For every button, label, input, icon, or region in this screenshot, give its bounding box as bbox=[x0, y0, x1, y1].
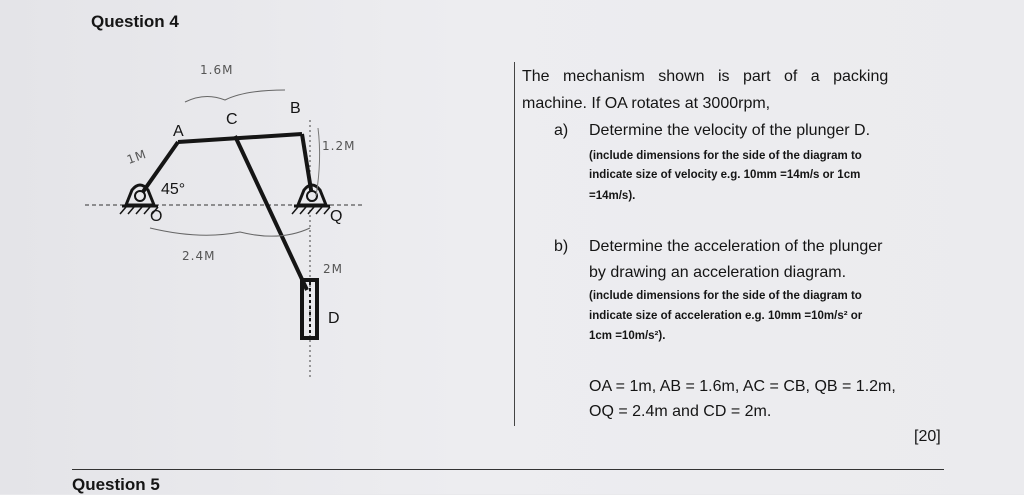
part-b-letter: b) bbox=[554, 238, 569, 255]
part-a-title: Determine the velocity of the plunger D. bbox=[589, 122, 871, 139]
brace-OQ bbox=[150, 228, 310, 236]
given-values-1: OA = 1m, AB = 1.6m, AC = CB, QB = 1.2m, bbox=[589, 378, 896, 395]
intro-line-2: machine. If OA rotates at 3000rpm, bbox=[522, 95, 771, 112]
label-C: C bbox=[226, 111, 238, 128]
part-b-note-2: indicate size of acceleration e.g. 10mm =10m/s² or bbox=[589, 310, 863, 322]
part-a-letter: a) bbox=[554, 122, 569, 139]
hand-dim-OQ: 2.4M bbox=[182, 249, 216, 263]
brace-AB bbox=[185, 90, 285, 102]
intro-line-1: The mechanism shown is part of a packing bbox=[522, 68, 889, 85]
hand-dim-CD: 2M bbox=[323, 262, 343, 276]
part-b-title-1: Determine the acceleration of the plunger bbox=[589, 238, 883, 255]
hand-dim-QB: 1.2M bbox=[322, 139, 356, 153]
link-CD bbox=[235, 136, 307, 290]
hand-dim-OA: 1M bbox=[124, 146, 149, 167]
link-AB bbox=[178, 134, 302, 142]
label-D: D bbox=[328, 310, 340, 327]
part-a-note-3: =14m/s). bbox=[589, 190, 636, 202]
label-O: O bbox=[150, 208, 163, 225]
part-b-note-3: 1cm =10m/s²). bbox=[589, 330, 666, 342]
question-4-heading: Question 4 bbox=[91, 12, 179, 31]
label-angle: 45° bbox=[161, 181, 186, 198]
column-divider bbox=[514, 62, 515, 426]
part-a-note-2: indicate size of velocity e.g. 10mm =14m/s or 1cm bbox=[589, 169, 861, 181]
hand-dim-AB: 1.6M bbox=[200, 63, 234, 77]
part-b-note-1: (include dimensions for the side of the diagram to bbox=[589, 290, 862, 302]
question-5-heading: Question 5 bbox=[72, 475, 160, 494]
part-a-note-1: (include dimensions for the side of the diagram to bbox=[589, 150, 862, 162]
given-values-2: OQ = 2.4m and CD = 2m. bbox=[589, 403, 772, 420]
label-B: B bbox=[290, 100, 301, 117]
mechanism-diagram bbox=[0, 0, 520, 470]
label-Q: Q bbox=[330, 208, 343, 225]
section-divider bbox=[72, 469, 944, 470]
part-b-title-2: by drawing an acceleration diagram. bbox=[589, 264, 847, 281]
label-A: A bbox=[173, 123, 184, 140]
marks-label: [20] bbox=[914, 428, 941, 445]
